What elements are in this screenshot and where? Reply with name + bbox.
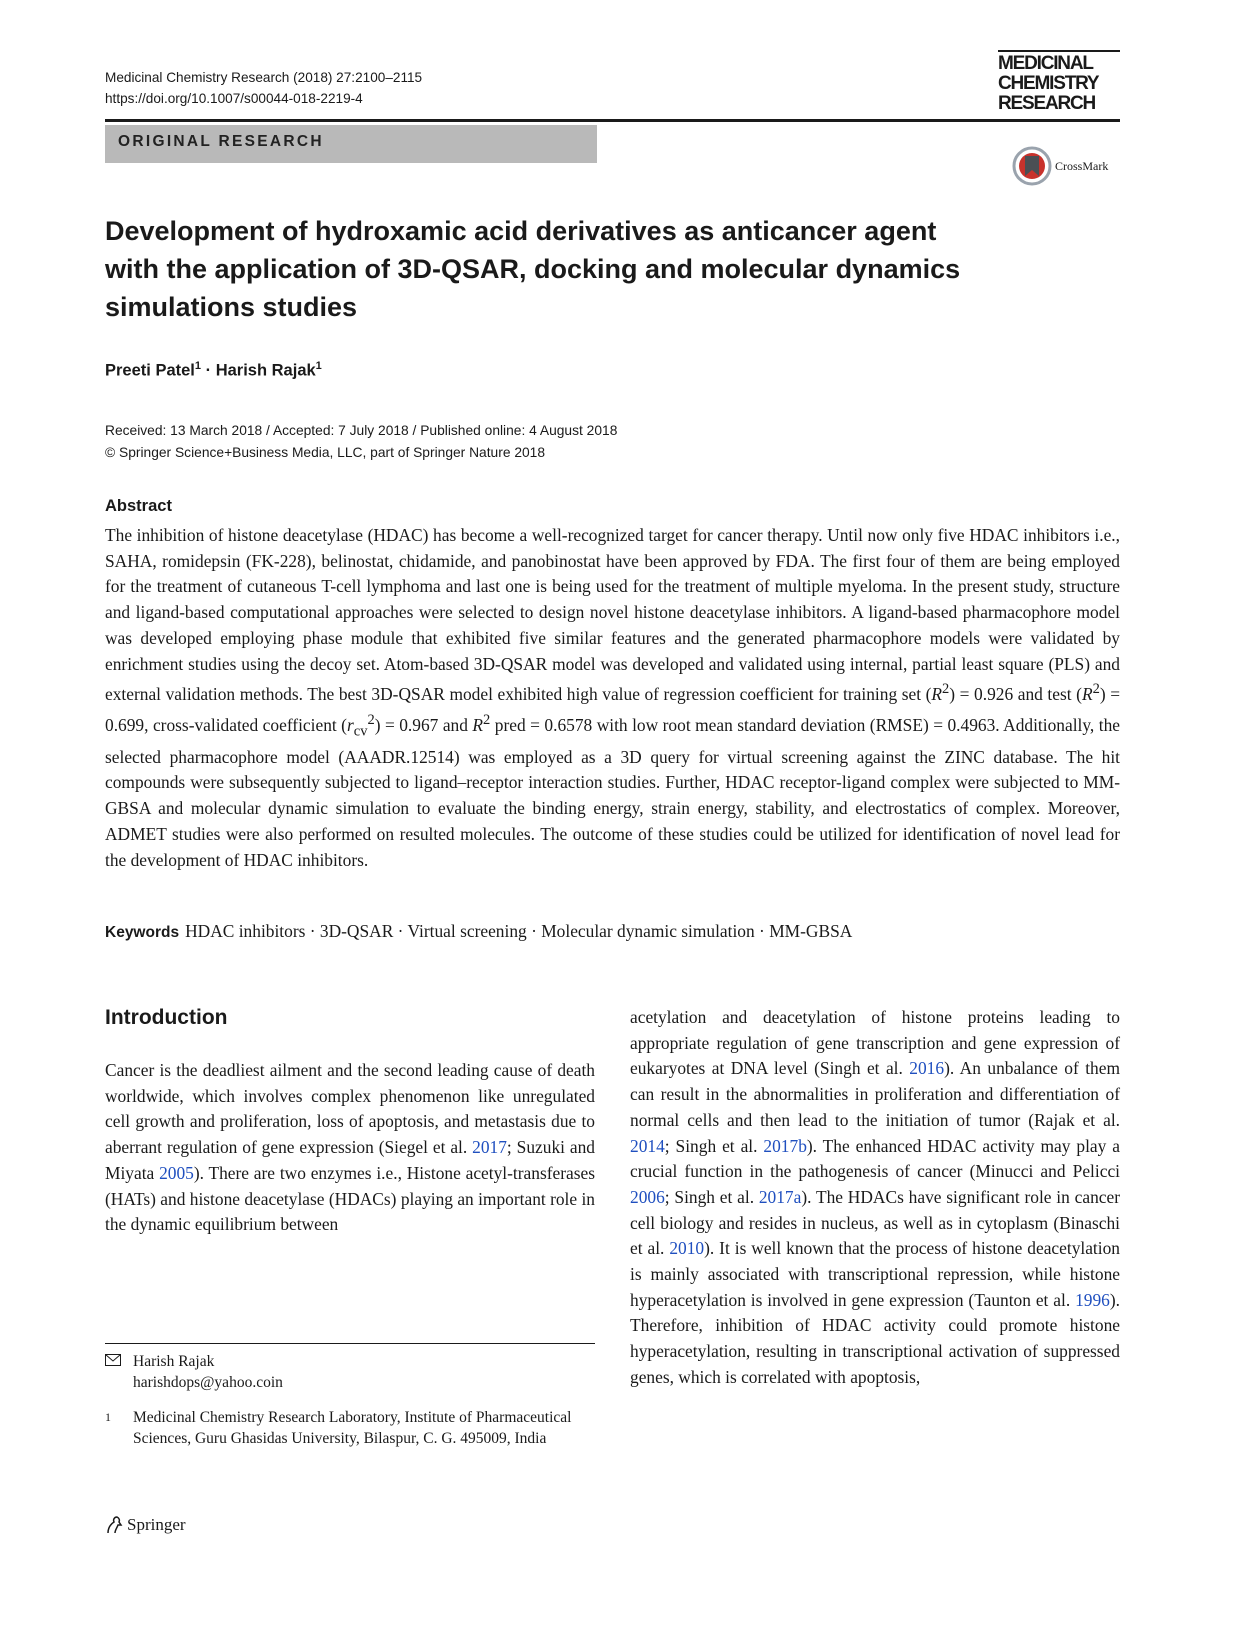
abstract-text: The inhibition of histone deacetylase (HDAC) has become a well-recognized target for cancer therapy. Until now only five HDAC inhibitors i.e., SAHA, romidepsin (FK-228), belinostat, chidamide, and panobinostat have been approved by FDA. The first four of them are being employed for the treatment of cutaneous T-cell lymphoma and last one is being used for the treatment of multiple myeloma. In the present study, structure and ligand-based computational approaches were selected to design novel histone deacetylase inhibitors. A ligand-based pharmacophore model was developed employing phase module that exhibited five similar features and the generated pharmacophore models were validated by enrichment studies using the decoy set. Atom-based 3D-QSAR model was developed and validated using internal, partial least square (PLS) and external validation methods. The best 3D-QSAR model exhibited high value of regression coefficient for training set $(R^2) = 0.926$ and test $(R^2) = 0.699$, cross-validated coefficient $(r_{cv}^2) = 0.967$ and $R^2$ pred = 0.6578 with low root mean standard deviation (RMSE) = 0.4963. Additionally, the selected pharmacophore model (AAADR.12514) was employed as a 3D query for virtual screening against the ZINC database. The hit compounds were subsequently subjected to ligand–receptor interaction studies. Further, HDAC receptor-ligand complex were subjected to MM-GBSA and molecular dynamic simulation to evaluate the binding energy, strain energy, stability, and electrostatics of complex. Moreover, ADMET studies were also performed on resulted molecules. The outcome of these studies could be utilized for identification of novel lead for the development of HDAC inhibitors.	[105, 525, 1121, 870]
citation-link[interactable]: 2010	[669, 1238, 705, 1259]
author-affiliation-mark: 1	[194, 360, 202, 372]
body-text: ). There are two enzymes i.e., Histone acetyl-transferases (HATs) and histone deacetylase (HDACs) playing an important role in the dynamic equilibrium between	[105, 1162, 596, 1235]
r2-test-value: 0.699	[105, 714, 145, 735]
header-divider	[105, 119, 1120, 122]
footnote-divider	[105, 1343, 595, 1344]
crossmark-label: CrossMark	[1055, 158, 1109, 173]
logo-line-2: CHEMISTRY	[998, 73, 1099, 94]
r2-pred-value: 0.6578	[544, 714, 593, 735]
intro-left-column	[105, 1058, 595, 1238]
article-title	[105, 212, 1120, 326]
crossmark-badge[interactable]	[1012, 146, 1108, 186]
abstract-part: . Additionally, the selected pharmacophore model (AAADR.12514) was employed as a 3D query for virtual screening against the ZINC database. The hit compounds were subsequently subjected to ligand–receptor interaction studies. Further, HDAC receptor-ligand complex were subjected to MM-GBSA and molecular dynamic simulation to evaluate the binding energy, strain energy, stability, and electrostatics of complex. Moreover, ADMET studies were also performed on resulted molecules. The outcome of these studies could be utilized for identification of novel lead for the development of HDAC inhibitors.	[105, 714, 1120, 870]
publisher-name: Springer	[127, 1515, 186, 1534]
corresponding-email[interactable]: harishdops@yahoo.coin	[133, 1374, 283, 1391]
affiliation-note	[105, 1407, 595, 1449]
body-text: ; Suzuki and Miyata	[105, 1137, 595, 1183]
abstract-part: The inhibition of histone deacetylase (HDAC) has become a well-recognized target for cancer therapy. Until now only five HDAC inhibitors i.e., SAHA, romidepsin (FK-228), belinostat, chidamide, and panobinostat have been approved by FDA. The first four of them are being employed for the treatment of cutaneous T-cell lymphoma and last one is being used for the treatment of multiple myeloma. In the present study, structure and ligand-based computational approaches were selected to design novel histone deacetylase inhibitors. A ligand-based pharmacophore model was developed employing phase module that exhibited five similar features and the generated pharmacophore models were validated by enrichment studies using the decoy set. Atom-based 3D-QSAR model was developed and validated using internal, partial least square (PLS) and external validation methods. The best 3D-QSAR model exhibited high value of regression coefficient for training set (	[105, 525, 1120, 705]
citation-link[interactable]: 2017a	[758, 1186, 802, 1207]
r2-training-value: 0.926	[974, 684, 1014, 705]
keyword: 3D-QSAR	[319, 921, 394, 941]
body-text: acetylation and deacetylation of histone proteins leading to appropriate regulation of gene transcription and gene expression of eukaryotes at DNA level (Singh et al.	[630, 1007, 1120, 1079]
citation-link[interactable]: 1996	[1075, 1289, 1110, 1310]
keyword: HDAC inhibitors	[185, 921, 306, 941]
author-footnote	[105, 1351, 595, 1449]
citation-link[interactable]: 2006	[630, 1186, 665, 1207]
doi-link[interactable]: https://doi.org/10.1007/s00044-018-2219-4	[105, 91, 363, 106]
publication-dates: Received: 13 March 2018 / Accepted: 7 July 2018 / Published online: 4 August 2018	[105, 423, 618, 438]
citation-link[interactable]: 2016	[909, 1058, 945, 1079]
logo-rule	[998, 50, 1120, 52]
body-text: ). Therefore, inhibition of HDAC activity could promote histone hyperacetylation, resulting in transcriptional activation of suppressed genes, which is correlated with apoptosis,	[630, 1289, 1120, 1387]
logo-line-3: RESEARCH	[998, 93, 1096, 114]
citation-link[interactable]: 2014	[630, 1135, 665, 1156]
body-text: Cancer is the deadliest ailment and the second leading cause of death worldwide, which involves complex phenomenon like unregulated cell growth and proliferation, loss of apoptosis, and metastasis due to aberrant regulation of gene expression (Siegel et al.	[105, 1060, 595, 1158]
body-text: ; Singh et al.	[664, 1186, 759, 1207]
envelope-icon	[105, 1351, 133, 1393]
keyword: Molecular dynamic simulation	[541, 921, 755, 941]
keywords-line: Keywords HDAC inhibitors · 3D-QSAR · Virtual screening · Molecular dynamic simulation · MM-GBSA	[105, 921, 853, 941]
copyright-line: © Springer Science+Business Media, LLC, part of Springer Nature 2018	[105, 445, 546, 460]
publication-info	[105, 420, 617, 464]
author-separator: ·	[205, 361, 212, 380]
title-line: simulations studies	[105, 292, 358, 322]
logo-line-1: MEDICINAL	[998, 53, 1093, 74]
body-text: ). It is well known that the process of histone deacetylation is mainly associated with transcriptional repression, while histone hyperacetylation is involved in gene expression (Taunton et al.	[630, 1238, 1120, 1310]
citation-link[interactable]: 2017b	[763, 1135, 807, 1156]
affiliation-mark: 1	[105, 1410, 111, 1424]
author-list	[105, 360, 322, 381]
body-text: ). The enhanced HDAC activity may play a crucial function in the pathogenesis of cancer (Minucci and Pelicci	[630, 1135, 1121, 1182]
body-text: ; Singh et al.	[664, 1135, 764, 1156]
section-label: ORIGINAL RESEARCH	[105, 125, 597, 163]
body-text: ). An unbalance of them can result in the abnormalities in proliferation and differentiation of normal cells and then lead to the initiation of tumor (Rajak et al.	[630, 1058, 1120, 1130]
author-name: Preeti Patel	[105, 361, 195, 380]
title-line: with the application of 3D-QSAR, docking and molecular dynamics	[105, 254, 961, 284]
intro-right-column	[630, 1005, 1120, 1391]
abstract-heading: Abstract	[105, 497, 172, 515]
journal-citation: Medicinal Chemistry Research (2018) 27:2100–2115	[105, 70, 423, 85]
keyword: Virtual screening	[407, 921, 527, 941]
springer-horse-icon	[105, 1515, 123, 1535]
journal-logo	[998, 50, 1120, 114]
affiliation-text: Medicinal Chemistry Research Laboratory, Institute of Pharmaceutical Sciences, Guru Ghasidas University, Bilaspur, C. G. 495009, India	[133, 1409, 572, 1447]
citation-link[interactable]: 2017	[472, 1137, 507, 1158]
body-text: ). The HDACs have significant role in cancer cell biology and resides in nucleus, as well as in cytoplasm (Binaschi et al.	[630, 1186, 1120, 1259]
journal-citation-block	[105, 67, 422, 109]
author-name: Harish Rajak	[215, 361, 316, 380]
page-footer	[105, 1515, 186, 1535]
title-line: Development of hydroxamic acid derivatives as anticancer agent	[105, 216, 937, 246]
introduction-heading: Introduction	[105, 1006, 228, 1029]
corresponding-name: Harish Rajak	[133, 1353, 215, 1370]
keywords-label: Keywords	[105, 924, 180, 941]
crossmark-icon	[1012, 146, 1052, 186]
citation-link[interactable]: 2005	[159, 1162, 194, 1183]
q2-cv-value: 0.967	[399, 714, 439, 735]
author-affiliation-mark: 1	[315, 360, 322, 372]
keyword: MM-GBSA	[769, 921, 853, 941]
corresponding-author	[105, 1351, 595, 1393]
rmse-value: 0.4963	[947, 714, 996, 735]
